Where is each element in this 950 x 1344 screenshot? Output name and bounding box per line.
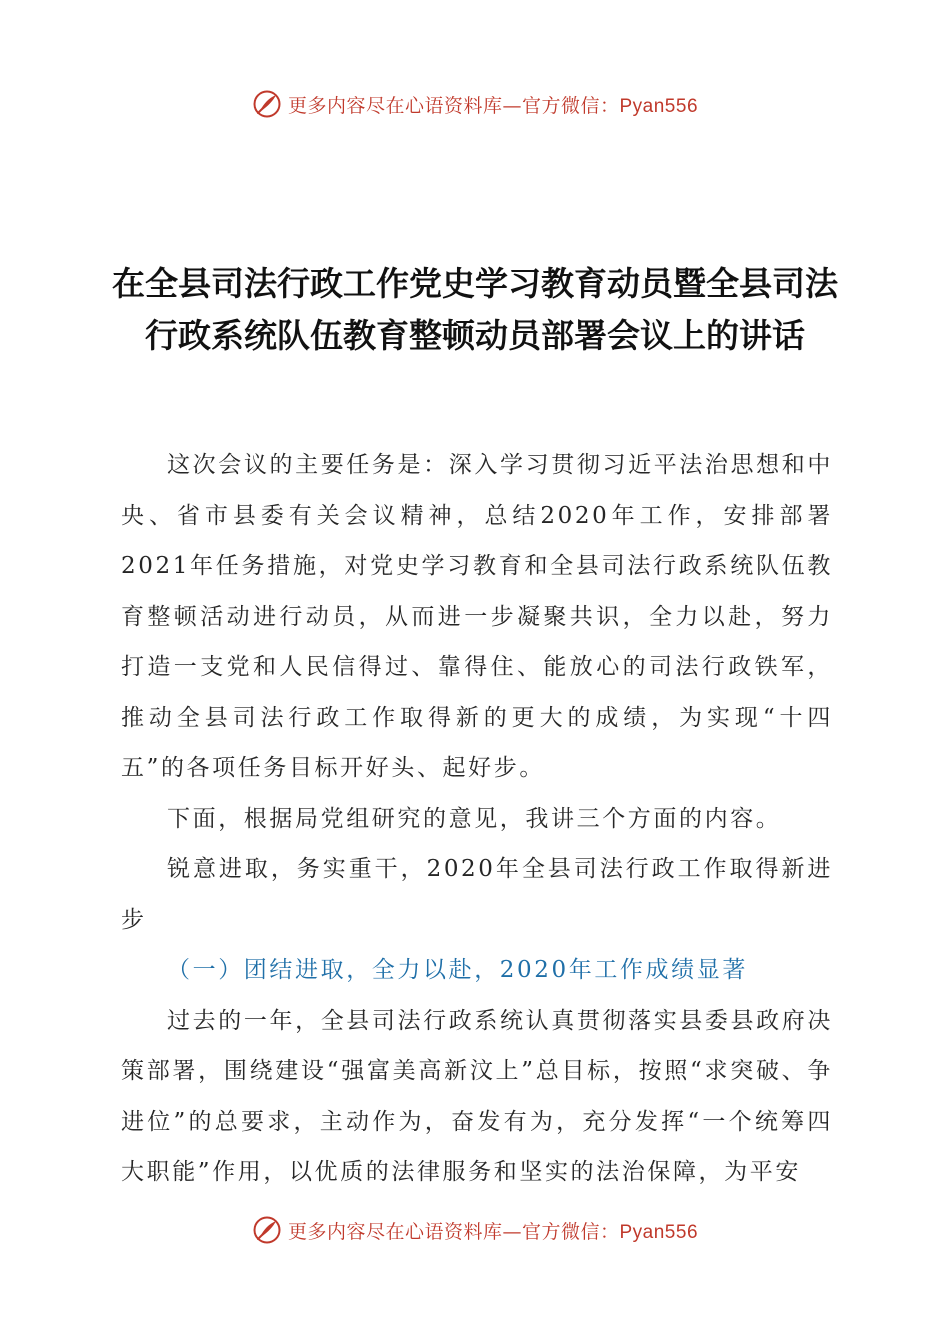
paragraph-4: 过去的一年，全县司法行政系统认真贯彻落实县委县政府决策部署，围绕建设“强富美高新汶上”总目标，按照“求突破、争进位”的总要求，主动作为，奋发有为，充分发挥“一个统筹四大职能”作用，以优质的法律服务和坚实的法治保障，为平安 <box>121 1007 833 1185</box>
document-title: 在全县司法行政工作党史学习教育动员暨全县司法行政系统队伍教育整顿动员部署会议上的讲话 <box>112 264 838 355</box>
watermark-text: 更多内容尽在心语资料库—官方微信：Pyan556 <box>287 1220 699 1243</box>
footer-watermark <box>0 1210 950 1250</box>
paragraph-3: 锐意进取，务实重干，2020年全县司法行政工作取得新进步 <box>121 856 833 933</box>
quill-logo-icon <box>252 89 282 119</box>
quill-logo-icon <box>252 1215 282 1245</box>
paragraph-2: 下面，根据局党组研究的意见，我讲三个方面的内容。 <box>167 805 782 832</box>
document-body <box>121 440 833 1198</box>
paragraph-1: 这次会议的主要任务是：深入学习贯彻习近平法治思想和中央、省市县委有关会议精神，总结2020年工作，安排部署2021年任务措施，对党史学习教育和全县司法行政系统队伍教育整顿活动进行动员，从而进一步凝聚共识，全力以赴，努力打造一支党和人民信得过、靠得住、能放心的司法行政铁军，推动全县司法行政工作取得新的更大的成绩，为实现“十四五”的各项任务目标开好头、起好步。 <box>121 452 833 781</box>
header-watermark <box>0 84 950 124</box>
section-heading: （一）团结进取，全力以赴，2020年工作成绩显著 <box>167 957 748 983</box>
watermark-text: 更多内容尽在心语资料库—官方微信：Pyan556 <box>287 94 699 117</box>
